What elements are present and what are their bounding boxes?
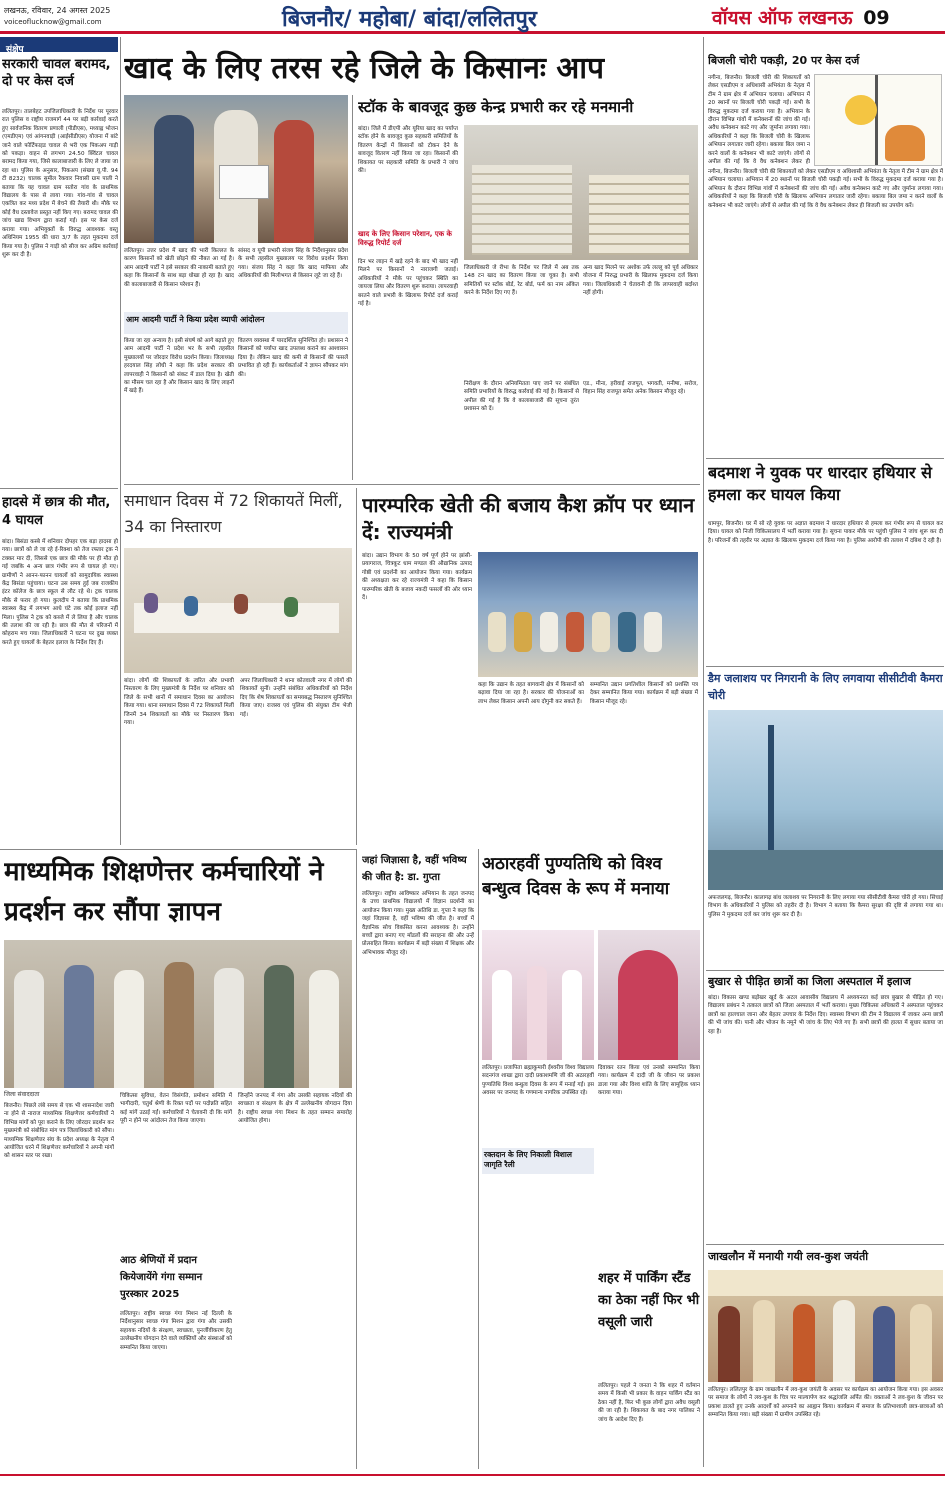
khaad-col2b: वितरण व्यवस्था में पारदर्शिता सुनिश्चित हो। प्रशासन ने किसानों को पर्याप्त खाद उपलब्ध कराने का आश्वासन दिया है। लेकिन खाद की कमी से किसानों की फसलें प्रभावित हो रही हैं। कार्यकर्ताओं ने ज्ञापन सौंपकर मांग की। bbox=[238, 338, 348, 378]
bandhutva-headline: अठारहवीं पुण्यतिथि को विश्व बन्धुत्व दिवस के रूप में मनाया bbox=[482, 854, 670, 899]
samadhan-col1: बांदा। लोगों की शिकायतों के त्वरित और प्रभावी निस्तारण के लिए मुख्यमंत्री के निर्देश पर शनिवार को जिले के सभी थानों में समाधान दिवस का आयोजन किया गया। थाना समाधान दिवस में 72 शिकायतें मिलीं जिनमें 34 शिकायतों का मौके पर निस्तारण किया गया। bbox=[124, 678, 234, 727]
stock-headline: स्टॉक के बावजूद कुछ केन्द्र प्रभारी कर रहे मनमानी bbox=[358, 98, 634, 116]
parking-headline: शहर में पार्किंग स्टैंड का ठेका नहीं फिर भी वसूली जारी bbox=[598, 1271, 700, 1330]
shikshanetar-col3: जिन्होंने जनपद में गंगा और उसकी सहायक नदियों की स्वच्छता व संरक्षण के क्षेत्र में उल्लेखनीय योगदान दिया है। राष्ट्रीय स्वच्छ गंगा मिशन के तहत सम्मान समारोह आयोजित होगा। bbox=[238, 1093, 352, 1125]
samadhan-photo bbox=[124, 548, 352, 673]
samadhan-headline: समाधान दिवस में 72 शिकायतें मिलीं, 34 का निस्तारण bbox=[124, 491, 343, 536]
shikshanetar-caption: जिला संवाददाता bbox=[4, 1091, 40, 1098]
email: voiceoflucknow@gmail.com bbox=[4, 18, 102, 26]
stock-photo bbox=[464, 125, 698, 260]
kheti-col2: कहा कि उद्यान के तहत बागवानी क्षेत्र में किसानों को बढ़ावा दिया जा रहा है। सरकार की योजनाओं का लाभ लेकर किसान अपनी आय दोगुनी कर सकते हैं। bbox=[478, 682, 584, 705]
parking-body: ललितपुर। पहले ने जनता ने कि शहर में वर्तमान समय में किसी भी प्रकार के वाहन पार्किंग स्टैंड का ठेका नहीं है, फिर भी कुछ लोगों द्वारा अवैध वसूली की जा रही है। शिकायत के बाद नगर पालिका ने जांच के आदेश दिए हैं। bbox=[598, 1383, 700, 1423]
dam-photo bbox=[708, 710, 943, 890]
bijli-body-cont: नगीना, बिजनौर। बिजली चोरी की शिकायतों को लेकर एसडीएम व अधिशासी अभियंता के नेतृत्व में टीम ने ग्राम क्षेत्र में अभियान चलाया। अभियान में 20 स्थानों पर बिजली चोरी पकड़ी गई। सभी के विरुद्ध मुकदमा दर्ज कराया गया है। अभियान के दौरान विभिन्न गांवों में कनेक्शनों की जांच की गई। अवैध कनेक्शन काटे गए और जुर्माना लगाया गया। अधिकारियों ने कहा कि बिजली चोरी के खिलाफ अभियान लगातार जारी रहेगा। बकाया बिल जमा न करने वालों के कनेक्शन भी काटे जाएंगे। लोगों से अपील की गई कि वे वैध कनेक्शन लेकर ही बिजली का उपयोग करें। bbox=[708, 169, 943, 209]
samadhan-col2: अपर जिलाधिकारी ने थाना कोतवाली नगर में लोगों की शिकायतें सुनीं। उन्होंने संबंधित अधिकारियों को निर्देश दिए कि शेष शिकायतों का समयबद्ध निस्तारण सुनिश्चित किया जाए। राजस्व एवं पुलिस की संयुक्त टीम भेजी गई। bbox=[240, 678, 352, 718]
khaad-col1: ललितपुर। उत्तर प्रदेश में खाद की भारी किल्लत के कारण किसानों को खेती छोड़ने की नौबत आ गई है। आम आदमी पार्टी ने इसे सरकार की नाकामी बताते हुए कहा कि किसानों के साथ बड़ा धोखा हो रहा है। खाद की कालाबाजारी से किसान परेशान हैं। bbox=[124, 248, 234, 288]
khaad-col1b: किया जा रहा अन्याय है। इसी संघर्ष को आगे बढ़ाते हुए आम आदमी पार्टी ने प्रदेश भर के सभी तहसील मुख्यालयों पर जोरदार विरोध प्रदर्शन किया। जिलाध्यक्ष हरदयाल सिंह लोधी ने कहा कि प्रदेश सरकार की लापरवाही ने किसानों को संकट में डाल दिया है। खेती का मौसम चल रहा है और किसान खाद के लिए लाइनों में खड़े हैं। bbox=[124, 338, 234, 395]
shikshanetar-col2: चिकित्सा सुविधा, वेतन विसंगति, प्रमोशन समिति में भागीदारी, चतुर्थ श्रेणी के रिक्त पदों पर पदोन्नति सहित कई मांगें उठाई गईं। कर्मचारियों ने चेतावनी दी कि मांगें पूरी न होने पर आंदोलन तेज किया जाएगा। bbox=[120, 1093, 232, 1125]
gupta-body: ललितपुर। राष्ट्रीय आविष्कार अभियान के तहत जनपद के उच्च प्राथमिक विद्यालयों में विज्ञान प्रदर्शनी का आयोजन किया गया। मुख्य अतिथि डा. गुप्ता ने कहा कि जहां जिज्ञासा है, वहीं भविष्य की जीत है। बच्चों में वैज्ञानिक सोच विकसित करना आवश्यक है। उन्होंने बच्चों द्वारा बनाए गए मॉडलों की सराहना की और उन्हें प्रोत्साहित किया। कार्यक्रम में बड़ी संख्या में शिक्षक और अभिभावक मौजूद रहे। bbox=[362, 891, 474, 956]
page-number: 09 bbox=[863, 7, 890, 29]
bijli-body: नगीना, बिजनौर। बिजली चोरी की शिकायतों को लेकर एसडीएम व अधिशासी अभियंता के नेतृत्व में टीम ने ग्राम क्षेत्र में अभियान चलाया। अभियान में 20 स्थानों पर बिजली चोरी पकड़ी गई। सभी के विरुद्ध मुकदमा दर्ज कराया गया है। अभियान के दौरान विभिन्न गांवों में कनेक्शनों की जांच की गई। अवैध कनेक्शन काटे गए और जुर्माना लगाया गया। अधिकारियों ने कहा कि बिजली चोरी के खिलाफ अभियान लगातार जारी रहेगा। बकाया बिल जमा न करने वालों के कनेक्शन भी काटे जाएंगे। लोगों से अपील की गई कि वे वैध कनेक्शन लेकर ही bbox=[708, 75, 810, 166]
brand bbox=[712, 4, 890, 30]
bandhutva-photo-right bbox=[598, 930, 700, 1060]
rally-subhead: रक्तदान के लिए निकाली विशाल जागृति रैली bbox=[482, 1148, 594, 1174]
stock-col2b: निरीक्षण के दौरान अनियमितता पाए जाने पर संबंधित समिति प्रभारियों के विरुद्ध कार्रवाई की गई है। किसानों से अपील की गई है कि वे कालाबाजारी की सूचना तुरंत प्रशासन को दें। bbox=[464, 381, 579, 413]
bandhutva-col1: ललितपुर। प्रजापिता ब्रह्माकुमारी ईश्वरीय विश्व विद्यालय सदनगंज शाखा द्वारा दादी प्रकाशमणि जी की अठारहवीं पुण्यतिथि विश्व बन्धुत्व दिवस के रूप में मनाई गई। इस अवसर पर जनपद के गणमान्य नागरिक उपस्थित रहे। bbox=[482, 1065, 594, 1097]
khaad-subhead: आम आदमी पार्टी ने किया प्रदेश व्यापी आंदोलन bbox=[124, 312, 348, 334]
rice-body: ललितपुर। तालबेहट उपजिलाधिकारी के निर्देश पर पूरवार रात पुलिस व राष्ट्रीय राजमार्ग 44 पर बड़ी कार्रवाई करते हुए सार्वजनिक वितरण प्रणाली (पीडीएस), मध्याह्न भोजन (एमडीएम) एवं आंगनवाड़ी (आईसीडीएस) योजना में बांटे जाने वाले फोर्टिफाइड चावल से भरी एक पिकअप गाड़ी को पकड़ा। वाहन से लगभग 24.50 क्विंटल चावल बरामद किया गया, जिसे कालाबाजारी के लिए ले जाया जा रहा था। पुलिस के अनुसार, पिकअप (संख्या यू.पी. 94 टी 8232) चालक सुमील रैकवार निवासी ग्राम पाली ने बताया कि यह चावल ग्राम सतोरा गांव के प्राथमिक विद्यालय के पास से लाया गया। गांव-गांव से चावल एकत्रित कर मध्य प्रदेश में बेचने की तैयारी थी। मौके पर कोई वैध दस्तावेज प्रस्तुत नहीं किए गए। बरामद चावल की जांच खाद्य विभाग द्वारा कराई गई। इस पर केस दर्ज कराया गया। अभियुक्तों के विरुद्ध आवश्यक वस्तु अधिनियम 1955 की धारा 3/7 के तहत मुकदमा दर्ज किया गया है। पुलिस ने गाड़ी को सीज कर अग्रिम कार्रवाई शुरू कर दी है। bbox=[2, 109, 118, 258]
gupta-headline: जहां जिज्ञासा है, वहीं भविष्य की जीत है: डा. गुप्ता bbox=[362, 855, 467, 883]
bijli-headline: बिजली चोरी पकड़ी, 20 पर केस दर्ज bbox=[708, 54, 860, 67]
date-line: लखनऊ, रविवार, 24 अगस्त 2025 bbox=[4, 6, 111, 15]
bukhar-body: बांदा। विकास खण्ड बड़ोखर खुर्द के अटल आवासीय विद्यालय में अध्ययनरत कई छात्र बुखार से पीड़ित हो गए। विद्यालय प्रबंधन ने तत्काल छात्रों को जिला अस्पताल में भर्ती कराया। मुख्य चिकित्सा अधिकारी ने अस्पताल पहुंचकर छात्रों का हालचाल जाना और बेहतर उपचार के निर्देश दिए। स्वास्थ्य विभाग की टीम ने विद्यालय में जाकर अन्य छात्रों की भी जांच की। पानी और भोजन के नमूने भी जांच के लिए भेजे गए हैं। सभी छात्रों की हालत में सुधार बताया जा रहा है। bbox=[708, 995, 943, 1035]
kheti-photo bbox=[478, 552, 698, 677]
shikshanetar-col1: बिजनौर। पिछले लंबे समय से एक भी शासनादेश जारी ना होने से नाराज माध्यमिक शिक्षणेत्तर कर्मचारियों ने विभिन्न मांगों को पूरा कराने के लिए जोरदार प्रदर्शन कर मुख्यमंत्री को संबोधित मांग पत्र जिलाधिकारी को सौंपा। माध्यमिक शिक्षणेत्तर संघ के प्रदेश अध्यक्ष के नेतृत्व में आयोजित धरने में शिक्षणेत्तर कर्मचारियों ने अपनी मांगों को शासन स्तर पर रखा। bbox=[4, 1103, 114, 1160]
stock-col3: अन्य खाद मिलने पर अशोक उर्फ लल्लू को पूर्व अधिकार योजना में निरुद्ध प्रभारी के खिलाफ मुकदमा दर्ज किया गया। जिलाधिकारी ने चेतावनी दी कि लापरवाही बर्दाश्त नहीं होगी। bbox=[583, 265, 698, 297]
stock-subhead: खाद के लिए किसान परेशान, एक के विरुद्ध रिपोर्ट दर्ज bbox=[358, 230, 452, 247]
bukhar-headline: बुखार से पीड़ित छात्रों का जिला अस्पताल में इलाज bbox=[708, 975, 911, 988]
khaad-headline: खाद के लिए तरस रहे जिले के किसानः आप bbox=[124, 51, 605, 86]
shikshanetar-headline: माध्यमिक शिक्षणेत्तर कर्मचारियों ने प्रदर्शन कर सौंपा ज्ञापन bbox=[4, 857, 324, 927]
bandhutva-photo-left bbox=[482, 930, 594, 1060]
dam-headline: डैम जलाशय पर निगरानी के लिए लगवाया सीसीटीवी कैमरा चोरी bbox=[708, 672, 943, 702]
kheti-col3: सम्मानित उद्यान प्रगतिशील किसानों को प्रशस्ति पत्र देकर सम्मानित किया गया। कार्यक्रम में बड़ी संख्या में किसान मौजूद रहे। bbox=[590, 682, 698, 705]
masthead bbox=[0, 0, 945, 34]
lavkush-headline: जाखलौन में मनायी गयी लव-कुश जयंती bbox=[708, 1250, 869, 1263]
shikshanetar-photo bbox=[4, 940, 352, 1088]
kheti-col1: बांदा। उद्यान विभाग के 50 वर्ष पूर्ण होने पर झांसी-प्रयागराज, चित्रकूट धाम मण्डल की औद्यानिक उत्पाद गोष्ठी एवं प्रदर्शनी का आयोजन किया गया। कार्यक्रम की अध्यक्षता कर रहे राज्यमंत्री ने कहा कि किसान पारम्परिक खेती के बजाय नकदी फसलों की ओर ध्यान दें। bbox=[362, 553, 472, 602]
dam-body: अफजलगढ़, बिजनौर। कालागढ़ बांध जलाशय पर निगरानी के लिए लगाया गया सीसीटीवी कैमरा चोरी हो गया। सिंचाई विभाग के अधिकारियों ने पुलिस को तहरीर दी है। विभाग ने बताया कि कैमरा सुरक्षा की दृष्टि से लगाया गया था। पुलिस ने मुकदमा दर्ज कर जांच शुरू कर दी है। bbox=[708, 895, 943, 918]
stock-col1b: दिन भर लाइन में खड़े रहने के बाद भी खाद नहीं मिलने पर किसानों ने नाराजगी जताई। अधिकारियों ने मौके पर पहुंचकर स्थिति का जायजा लिया और वितरण शुरू कराया। लापरवाही बरतने वाले प्रभारी के खिलाफ रिपोर्ट दर्ज कराई गई है। bbox=[358, 259, 458, 308]
bandhutva-col2: दिवाकर रतन किया एवं उनको सम्मानित किया गया। कार्यक्रम में दादी जी के जीवन पर प्रकाश डाला गया और विश्व शांति के लिए सामूहिक ध्यान कराया गया। bbox=[598, 1065, 700, 1097]
kheti-headline: पारम्परिक खेती की बजाय कैश क्रॉप पर ध्यान दें: राज्यमंत्री bbox=[362, 493, 695, 544]
accident-headline: हादसे में छात्र की मौत, 4 घायल bbox=[2, 495, 111, 528]
accident-body: बांदा। बिसंडा कस्बे में शनिवार दोपहर एक बड़ा हादसा हो गया। छात्रों को ले जा रहे ई-रिक्शा को तेज रफ्तार ट्रक ने टक्कर मार दी, जिससे एक छात्र की मौके पर ही मौत हो गई जबकि 4 अन्य छात्र गंभीर रूप से घायल हो गए। ग्रामीणों ने आनन-फानन घायलों को सामुदायिक स्वास्थ्य केंद्र बिसंडा पहुंचाया। घटना उस समय हुई जब राजकीय इंटर कॉलेज के छात्र स्कूल से लौट रहे थे। ट्रक चालक मौके से फरार हो गया। कुलदीप ने बताया कि प्राथमिक स्वास्थ्य केंद्र में लगभग आधे घंटे तक कोई इलाज नहीं मिला। पुलिस ने ट्रक को कब्जे में ले लिया है और चालक की तलाश की जा रही है। छात्र की मौत से परिजनों में कोहराम मच गया। जिलाधिकारी ने घटना पर दुख व्यक्त करते हुए घायलों के बेहतर इलाज के निर्देश दिए हैं। bbox=[2, 539, 118, 646]
stock-col2: जिलाधिकारी जे रीभा के निर्देश पर जिले में अब तक 148 टन खाद का वितरण किया जा चुका है। सभी समितियों पर स्टॉक बोर्ड, रेट बोर्ड, फर्म का नाम अंकित करने के निर्देश दिए गए हैं। bbox=[464, 265, 579, 297]
rice-headline: सरकारी चावल बरामद, दो पर केस दर्ज bbox=[2, 57, 111, 89]
ganga-subhead: आठ श्रेणियों में प्रदान कियेजायेंगे गंगा सम्मान पुरस्कार 2025 bbox=[120, 1255, 203, 1300]
lavkush-body: ललितपुर। ललितपुर के ग्राम जाखलौन में लव-कुश जयंती के अवसर पर कार्यक्रम का आयोजन किया गया। इस अवसर पर समाज के लोगों ने लव-कुश के चित्र पर माल्यार्पण कर श्रद्धांजलि अर्पित की। वक्ताओं ने लव-कुश के जीवन पर प्रकाश डालते हुए उनके आदर्शों को अपनाने का आह्वान किया। कार्यक्रम में समाज के प्रतिभाशाली छात्र-छात्राओं को सम्मानित किया गया। बड़ी संख्या में ग्रामीण उपस्थित रहे। bbox=[708, 1387, 943, 1419]
badmash-body: धामपुर, बिजनौर। घर में सो रहे युवक पर अज्ञात बदमाश ने धारदार हथियार से हमला कर गंभीर रूप से घायल कर दिया। घायल को निजी चिकित्सालय में भर्ती कराया गया है। सूचना पाकर मौके पर पहुंची पुलिस ने जांच शुरू कर दी है। परिजनों की तहरीर पर अज्ञात के खिलाफ मुकदमा दर्ज किया गया है। पुलिस आरोपी की तलाश में दबिश दे रही है। bbox=[708, 521, 943, 544]
brand-name: वॉयस ऑफ लखनऊ bbox=[712, 7, 853, 29]
shikshanetar-col2b: ललितपुर। राष्ट्रीय स्वच्छ गंगा मिशन नई दिल्ली के निर्देशानुसार स्वच्छ गंगा मिशन द्वारा गंगा और उसकी सहायक नदियों के संरक्षण, स्वच्छता, पुनर्जीवीकरण हेतु उल्लेखनीय योगदान देने वाले व्यक्तियों और संस्थाओं को सम्मानित किया जाएगा। bbox=[120, 1311, 232, 1351]
section-title: बिजनौर/ महोबा/ बांदा/ललितपुर bbox=[282, 7, 537, 32]
stock-col1: बांदा। जिले में डीएपी और यूरिया खाद का पर्याप्त स्टॉक होने के बावजूद कुछ सहकारी समितियों के वितरण केन्द्रों में किसानों को टोकन देने के बावजूद वितरण नहीं किया जा रहा। किसानों की शिकायत पर सहकारी समिति के प्रभारी ने जांच की। bbox=[358, 126, 458, 175]
stock-col3b: एड., मीना, हरीवाई राजपूत, भगवती, मनीषा, सरोज, विहान सिंह राजपूत समेत अनेक किसान मौजूद रहे। bbox=[583, 381, 698, 396]
khaad-col2: सांसद व यूपी प्रभारी संजय सिंह के निर्देशानुसार प्रदेश के सभी तहसील मुख्यालय पर विरोध प्रदर्शन किया गया। संजय सिंह ने कहा कि खाद माफिया और अधिकारियों की मिलीभगत से किसान लूटे जा रहे हैं। bbox=[238, 248, 348, 280]
bijli-cartoon bbox=[814, 74, 942, 166]
badmash-headline: बदमाश ने युवक पर धारदार हथियार से हमला कर घायल किया bbox=[708, 463, 932, 504]
lavkush-photo bbox=[708, 1270, 943, 1382]
khaad-photo bbox=[124, 95, 348, 243]
sankshep-label: संक्षेप bbox=[0, 37, 118, 52]
